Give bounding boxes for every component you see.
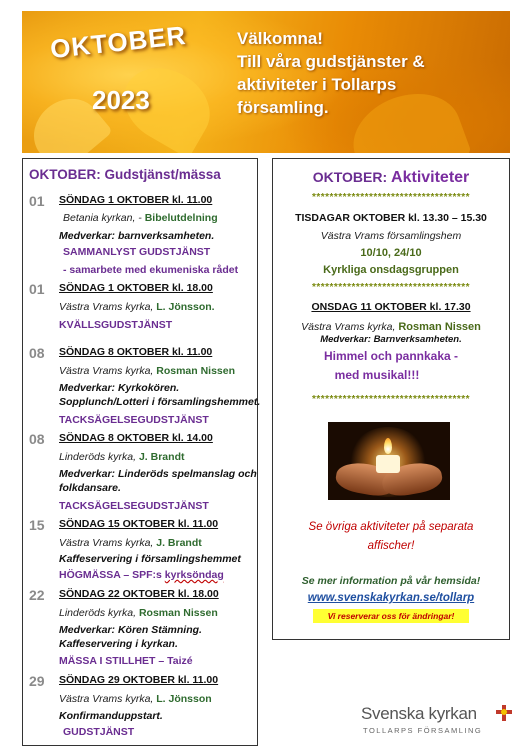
star-divider: ************************************ <box>311 394 471 405</box>
service-place <box>59 301 215 313</box>
service-note: Kaffeservering i kyrkan. <box>59 638 178 650</box>
service-leader: L. Jönsson. <box>156 301 215 313</box>
service-type: MÄSSA I STILLHET – Taizé <box>59 655 193 667</box>
activity-place-text: Västra Vrams kyrka, <box>301 321 399 333</box>
service-place <box>59 693 212 705</box>
services-box <box>22 158 261 746</box>
service-leader: J. Brandt <box>156 537 202 549</box>
service-note: Medverkar: barnverksamheten. <box>59 230 215 242</box>
service-type: TACKSÄGELSEGUDSTJÄNST <box>59 414 209 426</box>
service-heading: SÖNDAG 1 OKTOBER kl. 18.00 <box>59 282 213 294</box>
service-place <box>59 537 202 549</box>
service-place-text: Västra Vrams kyrka, <box>59 365 157 377</box>
service-note: Konfirmanduppstart. <box>59 710 163 722</box>
service-heading: SÖNDAG 29 OKTOBER kl. 11.00 <box>59 674 219 686</box>
service-place-text: Västra Vrams kyrka, <box>59 693 157 705</box>
service-day: 01 <box>29 281 45 297</box>
banner-line: Till våra gudstjänster & <box>237 52 425 71</box>
service-leader: Bibelutdelning <box>144 212 218 224</box>
activity-heading: TISDAGAR OKTOBER kl. 13.30 – 15.30 <box>295 212 487 224</box>
service-day: 08 <box>29 431 45 447</box>
activity-heading: ONSDAG 11 OKTOBER kl. 17.30 <box>311 301 471 313</box>
reservation-note: Vi reserverar oss för ändringar! <box>313 609 469 623</box>
banner-line: Välkomna! <box>237 29 323 48</box>
star-divider: ************************************ <box>311 192 471 203</box>
service-type: KVÄLLSGUDSTJÄNST <box>59 319 173 331</box>
service-note: Medverkar: Kyrkokören. <box>59 382 180 394</box>
service-leader: Rosman Nissen <box>138 607 218 619</box>
service-heading: SÖNDAG 1 OKTOBER kl. 11.00 <box>59 194 213 206</box>
activity-group: Kyrkliga onsdagsgruppen <box>323 264 459 276</box>
service-heading: SÖNDAG 15 OKTOBER kl. 11.00 <box>59 518 219 530</box>
logo-subtitle: TOLLARPS FÖRSAMLING <box>363 726 483 735</box>
service-type-text: HÖGMÄSSA – SPF:s <box>59 569 165 581</box>
service-place-text: Västra Vrams kyrka, <box>59 301 157 313</box>
services-title: OKTOBER: Gudstjänst/mässa <box>29 167 221 182</box>
service-note: folkdansare. <box>59 482 121 494</box>
banner-line: aktiviteter i Tollarps <box>237 75 397 94</box>
service-place <box>59 365 235 377</box>
service-place-text: Västra Vrams kyrka, <box>59 537 157 549</box>
service-note: Sopplunch/Lotteri i församlingshemmet. <box>59 396 261 408</box>
service-heading: SÖNDAG 22 OKTOBER kl. 18.00 <box>59 588 219 600</box>
service-place-text: Linderöds kyrka, <box>59 607 139 619</box>
svenska-kyrkan-logo <box>361 704 516 744</box>
banner-month: OKTOBER <box>48 19 188 65</box>
activities-box <box>272 158 510 640</box>
activity-note: Medverkar: Barnverksamheten. <box>320 334 462 345</box>
service-day: 08 <box>29 345 45 361</box>
service-place <box>59 607 218 619</box>
service-type: GUDSTJÄNST <box>63 726 135 738</box>
activity-place <box>273 317 509 335</box>
activity-leader: Rosman Nissen <box>398 321 481 333</box>
service-day: 01 <box>29 193 45 209</box>
service-leader: L. Jönsson <box>156 693 212 705</box>
other-activities-text: Se övriga aktiviteter på separata <box>308 521 474 533</box>
banner-year: 2023 <box>92 85 150 115</box>
service-place-text: Linderöds kyrka, <box>59 451 139 463</box>
candle-hands-image <box>328 422 450 500</box>
more-info-text: Se mer information på vår hemsida! <box>301 575 481 587</box>
activity-title: med musikal!!! <box>334 368 420 382</box>
service-leader: Rosman Nissen <box>156 365 236 377</box>
service-type: TACKSÄGELSEGUDSTJÄNST <box>59 500 209 512</box>
other-activities-text: affischer! <box>367 540 415 552</box>
website-link[interactable]: www.svenskakyrkan.se/tollarp <box>307 592 475 604</box>
activity-dates: 10/10, 24/10 <box>360 247 422 259</box>
banner-welcome-text <box>237 27 507 119</box>
activities-title <box>273 169 509 187</box>
activity-title: Himmel och pannkaka - <box>323 349 459 363</box>
service-day: 22 <box>29 587 45 603</box>
service-type: SAMMANLYST GUDSTJÄNST <box>63 246 211 258</box>
banner-line: församling. <box>237 98 329 117</box>
activity-place: Västra Vrams församlingshem <box>320 230 462 242</box>
service-place-text: Betania kyrkan, - <box>63 212 145 224</box>
service-type-wavy: kyrksöndag <box>164 569 224 581</box>
service-day: 29 <box>29 673 45 689</box>
service-extra: - samarbete med ekumeniska rådet <box>63 264 239 276</box>
service-heading: SÖNDAG 8 OKTOBER kl. 11.00 <box>59 346 213 358</box>
cross-icon <box>496 705 512 721</box>
service-place <box>63 212 218 224</box>
service-day: 15 <box>29 517 45 533</box>
service-note: Medverkar: Kören Stämning. <box>59 624 202 636</box>
service-note: Kaffeservering i församlingshemmet <box>59 553 241 565</box>
candle-flame-icon <box>384 438 392 454</box>
star-divider: ************************************ <box>311 282 471 293</box>
service-heading: SÖNDAG 8 OKTOBER kl. 14.00 <box>59 432 213 444</box>
service-note: Medverkar: Linderöds spelmanslag och <box>59 468 257 480</box>
activities-title-prefix: OKTOBER: <box>312 169 392 185</box>
candle-body <box>376 455 400 473</box>
service-type <box>59 569 224 581</box>
service-leader: J. Brandt <box>138 451 185 463</box>
header-banner <box>22 11 510 153</box>
service-place <box>59 451 184 463</box>
activities-title-main: Aktiviteter <box>391 169 470 186</box>
logo-name: Svenska kyrkan <box>361 704 477 723</box>
